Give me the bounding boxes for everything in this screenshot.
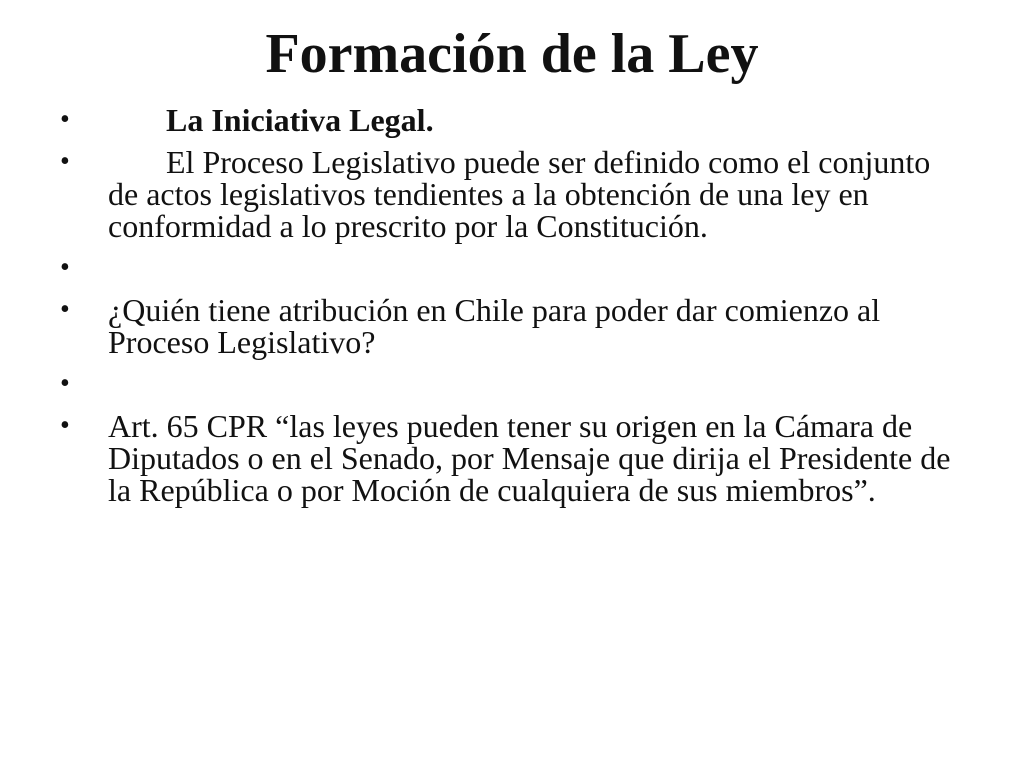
bullet-text: Art. 65 CPR “las leyes pueden tener su origen en la Cámara de Diputados o en el Senado, por Mensaje que dirija el Presidente de la República o por Moción de cualquiera de sus miembros”. bbox=[108, 408, 951, 508]
bullet-icon: • bbox=[60, 104, 70, 135]
bullet-icon: • bbox=[60, 368, 70, 399]
bullet-item-empty bbox=[60, 252, 960, 284]
bullet-item-empty bbox=[60, 368, 960, 400]
bullet-text: ¿Quién tiene atribución en Chile para poder dar comienzo al Proceso Legislativo? bbox=[108, 292, 881, 360]
bullet-icon: • bbox=[60, 294, 70, 325]
bullet-icon: • bbox=[60, 252, 70, 283]
bullet-item-article bbox=[60, 410, 960, 506]
slide-title: Formación de la Ley bbox=[265, 23, 759, 85]
bullet-text: La Iniciativa Legal. bbox=[166, 102, 434, 138]
bullet-icon: • bbox=[60, 146, 70, 177]
bullet-item-definition bbox=[60, 146, 960, 242]
bullet-list bbox=[60, 104, 960, 516]
bullet-item-question bbox=[60, 294, 960, 358]
bullet-text: El Proceso Legislativo puede ser definido como el conjunto de actos legislativos tendientes a la obtención de una ley en conformidad a lo prescrito por la Constitución. bbox=[108, 144, 931, 244]
bullet-icon: • bbox=[60, 410, 70, 441]
bullet-item-initiative bbox=[60, 104, 960, 136]
